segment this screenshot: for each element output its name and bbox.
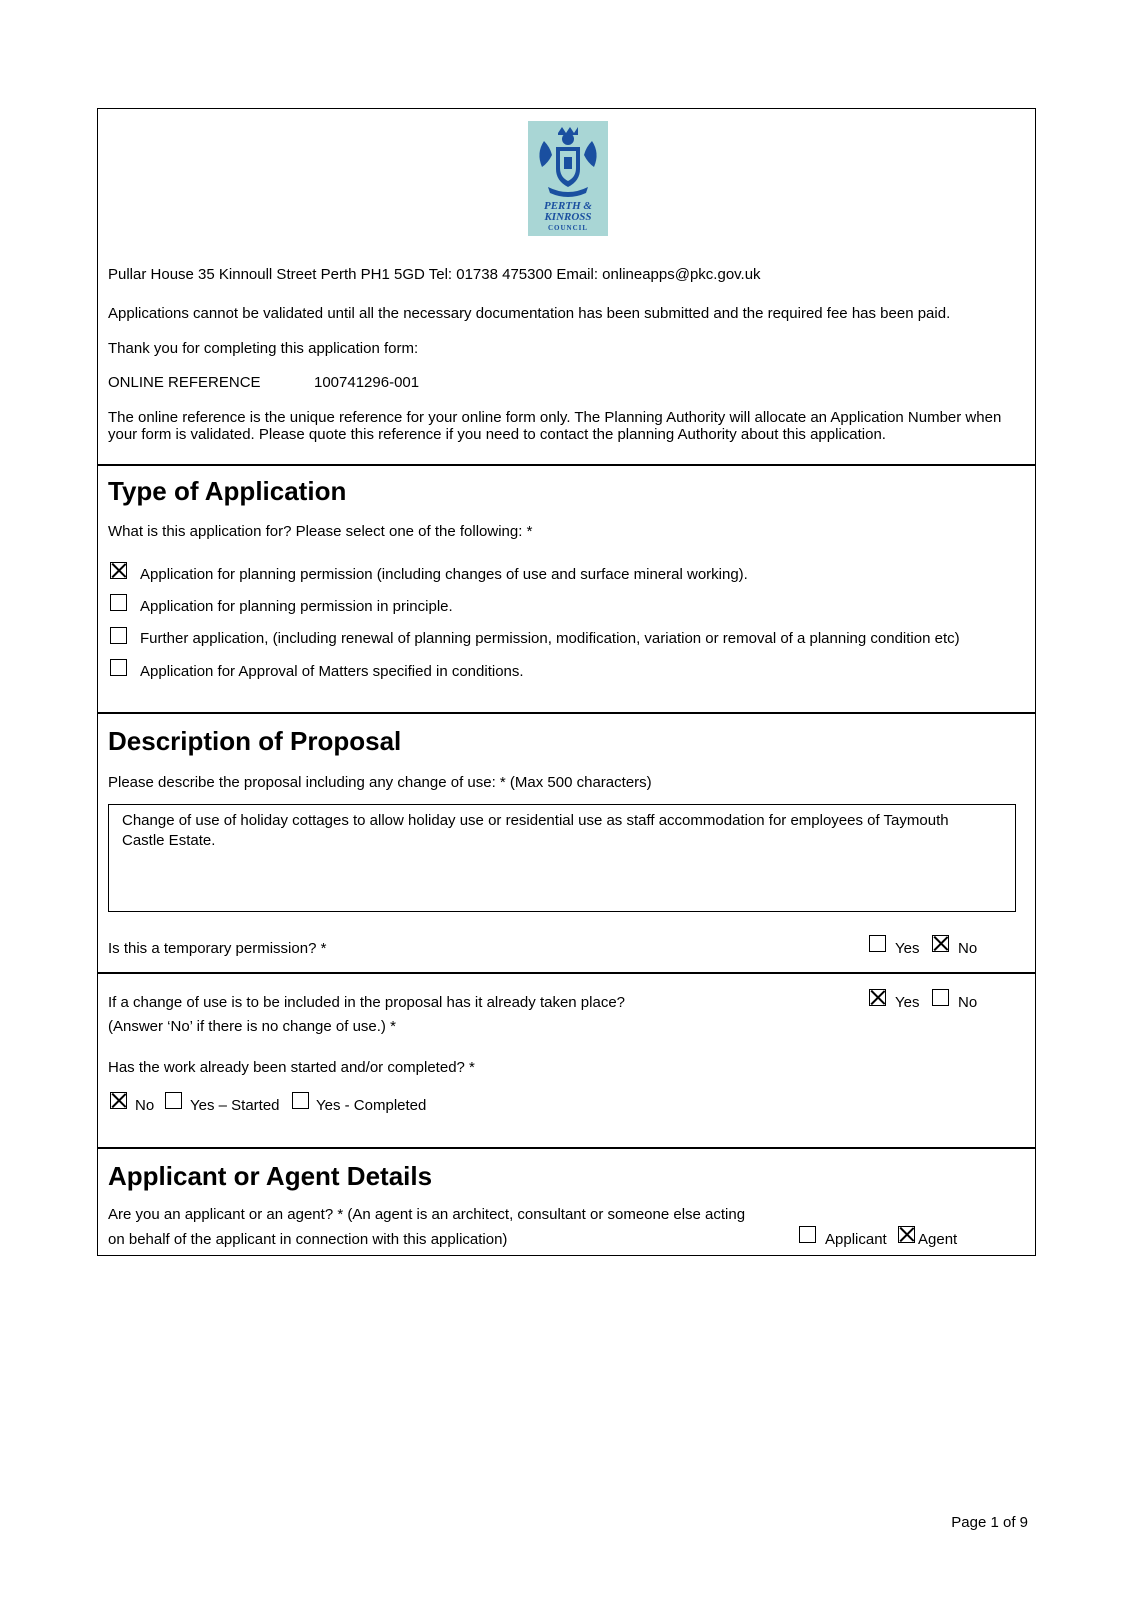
option-permission-in-principle-checkbox[interactable]	[110, 594, 127, 611]
work-started-label: Yes – Started	[190, 1097, 280, 1114]
temporary-no-label: No	[958, 940, 978, 957]
applicant-label: Applicant	[825, 1231, 887, 1248]
section-title: Type of Application	[108, 476, 347, 506]
temporary-yes-checkbox[interactable]	[869, 935, 886, 952]
thank-you-text: Thank you for completing this application form:	[108, 340, 419, 357]
reference-note-line-2: your form is validated. Please quote this reference if you need to contact the planning Authority about this application.	[108, 426, 886, 443]
applicant-checkbox[interactable]	[799, 1226, 816, 1243]
description-of-proposal-section	[98, 714, 1035, 974]
agent-label: Agent	[918, 1231, 958, 1248]
work-completed-label: Yes - Completed	[316, 1097, 427, 1114]
logo-line-2: KINROSS	[544, 211, 592, 223]
reference-note-line-1: The online reference is the unique reference for your online form only. The Planning Authority will allocate an Application Number when	[108, 409, 1002, 426]
temporary-no-checkbox[interactable]	[932, 935, 949, 952]
application-form	[97, 108, 1036, 1256]
online-reference-value: 100741296-001	[314, 374, 420, 391]
change-of-use-section	[98, 974, 1035, 1149]
work-started-checkbox[interactable]	[165, 1092, 182, 1109]
section-title: Applicant or Agent Details	[108, 1161, 433, 1191]
proposal-description-field[interactable]	[108, 804, 1016, 912]
temporary-yes-label: Yes	[895, 940, 920, 957]
change-of-use-no-label: No	[958, 994, 978, 1011]
work-no-checkbox[interactable]	[110, 1092, 127, 1109]
work-started-question: Has the work already been started and/or completed? *	[108, 1059, 475, 1076]
proposal-description-line-1: Change of use of holiday cottages to allow holiday use or residential use as staff accommodation for employees of Taymouth	[122, 812, 949, 829]
work-completed-checkbox[interactable]	[292, 1092, 309, 1109]
proposal-question: Please describe the proposal including any change of use: * (Max 500 characters)	[108, 774, 652, 791]
change-of-use-yes-checkbox[interactable]	[869, 989, 886, 1006]
page-number: Page 1 of 9	[951, 1514, 1028, 1531]
type-of-application-section	[98, 466, 1035, 714]
logo-line-1: PERTH &	[544, 200, 592, 212]
option-approval-of-matters-checkbox[interactable]	[110, 659, 127, 676]
header-section	[98, 109, 1035, 466]
applicant-agent-question-line-1: Are you an applicant or an agent? * (An agent is an architect, consultant or someone else acting	[108, 1206, 746, 1223]
option-further-application-checkbox[interactable]	[110, 627, 127, 644]
work-no-label: No	[135, 1097, 155, 1114]
change-of-use-hint: (Answer ‘No’ if there is no change of use.) *	[108, 1018, 396, 1035]
logo-line-3: COUNCIL	[547, 224, 589, 232]
applicant-agent-question-line-2: on behalf of the applicant in connection with this application)	[108, 1231, 508, 1248]
option-planning-permission-label: Application for planning permission (including changes of use and surface mineral working).	[140, 566, 748, 583]
change-of-use-question: If a change of use is to be included in the proposal has it already taken place?	[108, 994, 626, 1011]
application-type-question: What is this application for? Please select one of the following: *	[108, 523, 533, 540]
section-title: Description of Proposal	[108, 726, 402, 756]
proposal-description-line-2: Castle Estate.	[122, 832, 216, 849]
online-reference-label: ONLINE REFERENCE	[108, 374, 261, 391]
option-further-application-label: Further application, (including renewal of planning permission, modification, variation or removal of a planning condition etc)	[140, 630, 960, 647]
option-approval-of-matters-label: Application for Approval of Matters specified in conditions.	[140, 663, 524, 680]
validation-note: Applications cannot be validated until all the necessary documentation has been submitted and the required fee has been paid.	[108, 305, 951, 322]
change-of-use-no-checkbox[interactable]	[932, 989, 949, 1006]
crest-icon	[528, 123, 608, 203]
change-of-use-yes-label: Yes	[895, 994, 920, 1011]
council-address: Pullar House 35 Kinnoull Street Perth PH1 5GD Tel: 01738 475300 Email: onlineapps@pkc.gov.uk	[108, 266, 761, 283]
council-logo	[528, 121, 608, 236]
option-planning-permission-checkbox[interactable]	[110, 562, 127, 579]
temporary-permission-question: Is this a temporary permission? *	[108, 940, 327, 957]
option-permission-in-principle-label: Application for planning permission in principle.	[140, 598, 453, 615]
applicant-agent-section	[98, 1149, 1035, 1255]
agent-checkbox[interactable]	[898, 1226, 915, 1243]
